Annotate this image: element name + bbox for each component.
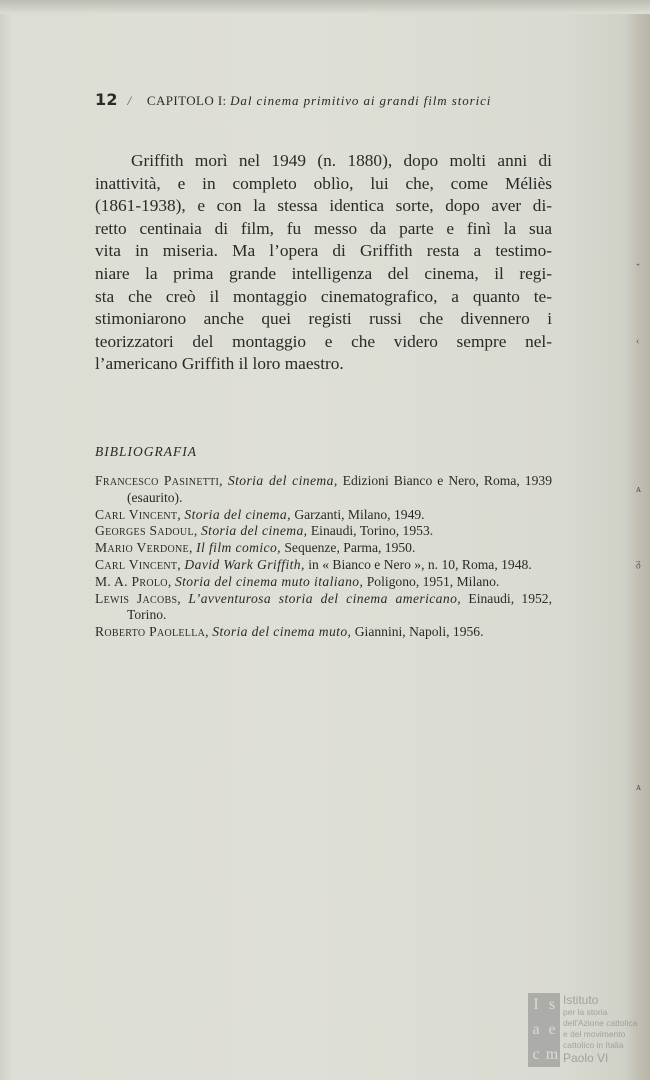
entry-author: Carl Vincent, <box>95 506 181 522</box>
bibliography-entry <box>95 540 552 557</box>
entry-rest: Einaudi, 1952, Torino. <box>127 590 552 623</box>
logo-letter: m <box>545 1045 559 1063</box>
entry-rest: Einaudi, Torino, 1953. <box>310 523 434 539</box>
text-line: vita in miseria. Ma l’opera di Griffith resta a testimo- <box>95 241 552 261</box>
watermark-line: cattolico in Italia <box>563 1040 624 1050</box>
scan-top-edge <box>0 0 650 14</box>
watermark-text <box>563 993 637 1067</box>
bibliography-entry <box>95 473 552 507</box>
entry-rest: Poligono, 1951, Milano. <box>366 573 500 589</box>
entry-rest: Garzanti, Milano, 1949. <box>294 506 425 522</box>
entry-author: Roberto Paolella, <box>95 624 209 640</box>
watermark-line: Paolo VI <box>563 1051 609 1065</box>
chapter-title: Dal cinema primitivo ai grandi film storici <box>230 93 492 108</box>
entry-rest: in « Bianco e Nero », n. 10, Roma, 1948. <box>308 556 532 572</box>
bibliography-entry <box>95 523 552 540</box>
bibliography-list <box>95 473 552 641</box>
entry-title: Storia del cinema, <box>184 506 291 522</box>
entry-rest: Sequenze, Parma, 1950. <box>284 540 416 556</box>
text-line: Griffith morì nel 1949 (n. 1880), dopo molti anni di <box>131 151 552 170</box>
watermark-logo <box>528 993 560 1067</box>
running-head <box>95 90 565 109</box>
entry-rest: Edizioni Bianco e Nero, Roma, 1939 (esaurito). <box>127 473 552 505</box>
text-line: teorizzatori del montaggio e che videro sempre nel- <box>95 331 552 351</box>
margin-mark: ‹ <box>636 336 640 347</box>
page-number: 12 <box>95 90 118 109</box>
entry-title: Il film comico, <box>196 540 281 556</box>
entry-author: Mario Verdone, <box>95 540 193 556</box>
entry-title: L’avventurosa storia del cinema americano, <box>188 590 462 606</box>
entry-author: Lewis Jacobs, <box>95 590 181 606</box>
margin-mark: ᵹ <box>636 558 641 569</box>
logo-letter: a <box>532 1020 540 1038</box>
bibliography-entry <box>95 574 552 591</box>
text-line: (1861-1938), e con la stessa identica sorte, dopo aver di- <box>95 196 552 216</box>
entry-title: Storia del cinema, <box>227 473 338 488</box>
entry-author: Francesco Pasinetti, <box>95 473 223 488</box>
entry-author: Georges Sadoul, <box>95 523 198 539</box>
entry-author: M. A. Prolo, <box>95 573 172 589</box>
body-paragraph <box>95 150 552 376</box>
text-line: retto centinaia di film, fu messo da parte e finì la sua <box>95 218 552 238</box>
entry-author: Carl Vincent, <box>95 556 181 572</box>
watermark-line: dell'Azione cattolica <box>563 1018 638 1028</box>
separator: / <box>127 93 132 108</box>
logo-letter: c <box>532 1045 540 1063</box>
watermark-line: per la storia <box>563 1007 608 1017</box>
margin-mark: ᴀ <box>636 782 642 793</box>
text-line: stimoniarono anche quei registi russi che divennero i <box>95 309 552 329</box>
bibliography-entry <box>95 557 552 574</box>
logo-letter: s <box>548 996 556 1014</box>
text-line: l’americano Griffith il loro maestro. <box>95 354 344 374</box>
institute-watermark <box>528 993 637 1067</box>
entry-title: Storia del cinema, <box>200 523 308 539</box>
logo-letter: e <box>548 1020 556 1038</box>
chapter-label: CAPITOLO I: <box>146 93 227 108</box>
bibliography-entry <box>95 624 552 641</box>
text-line: inattività, e in completo oblìo, lui che, come Méliès <box>95 173 552 193</box>
watermark-line: Istituto <box>563 993 599 1007</box>
watermark-line: e del movimento <box>563 1029 626 1039</box>
bibliography-entry <box>95 591 552 625</box>
margin-mark: ᴀ <box>636 484 642 495</box>
entry-title: Storia del cinema muto italiano, <box>174 573 364 589</box>
text-line: niare la prima grande intelligenza del cinema, il regi- <box>95 263 552 283</box>
bibliography-heading: BIBLIOGRAFIA <box>95 444 197 459</box>
text-line: sta che creò il montaggio cinematografico, a quanto te- <box>95 286 552 306</box>
entry-title: David Wark Griffith, <box>184 556 305 572</box>
logo-letter: I <box>533 996 539 1014</box>
entry-rest: Giannini, Napoli, 1956. <box>354 624 484 640</box>
entry-title: Storia del cinema muto, <box>212 624 352 640</box>
bibliography-entry <box>95 507 552 524</box>
margin-mark: ᐩ <box>636 262 640 273</box>
